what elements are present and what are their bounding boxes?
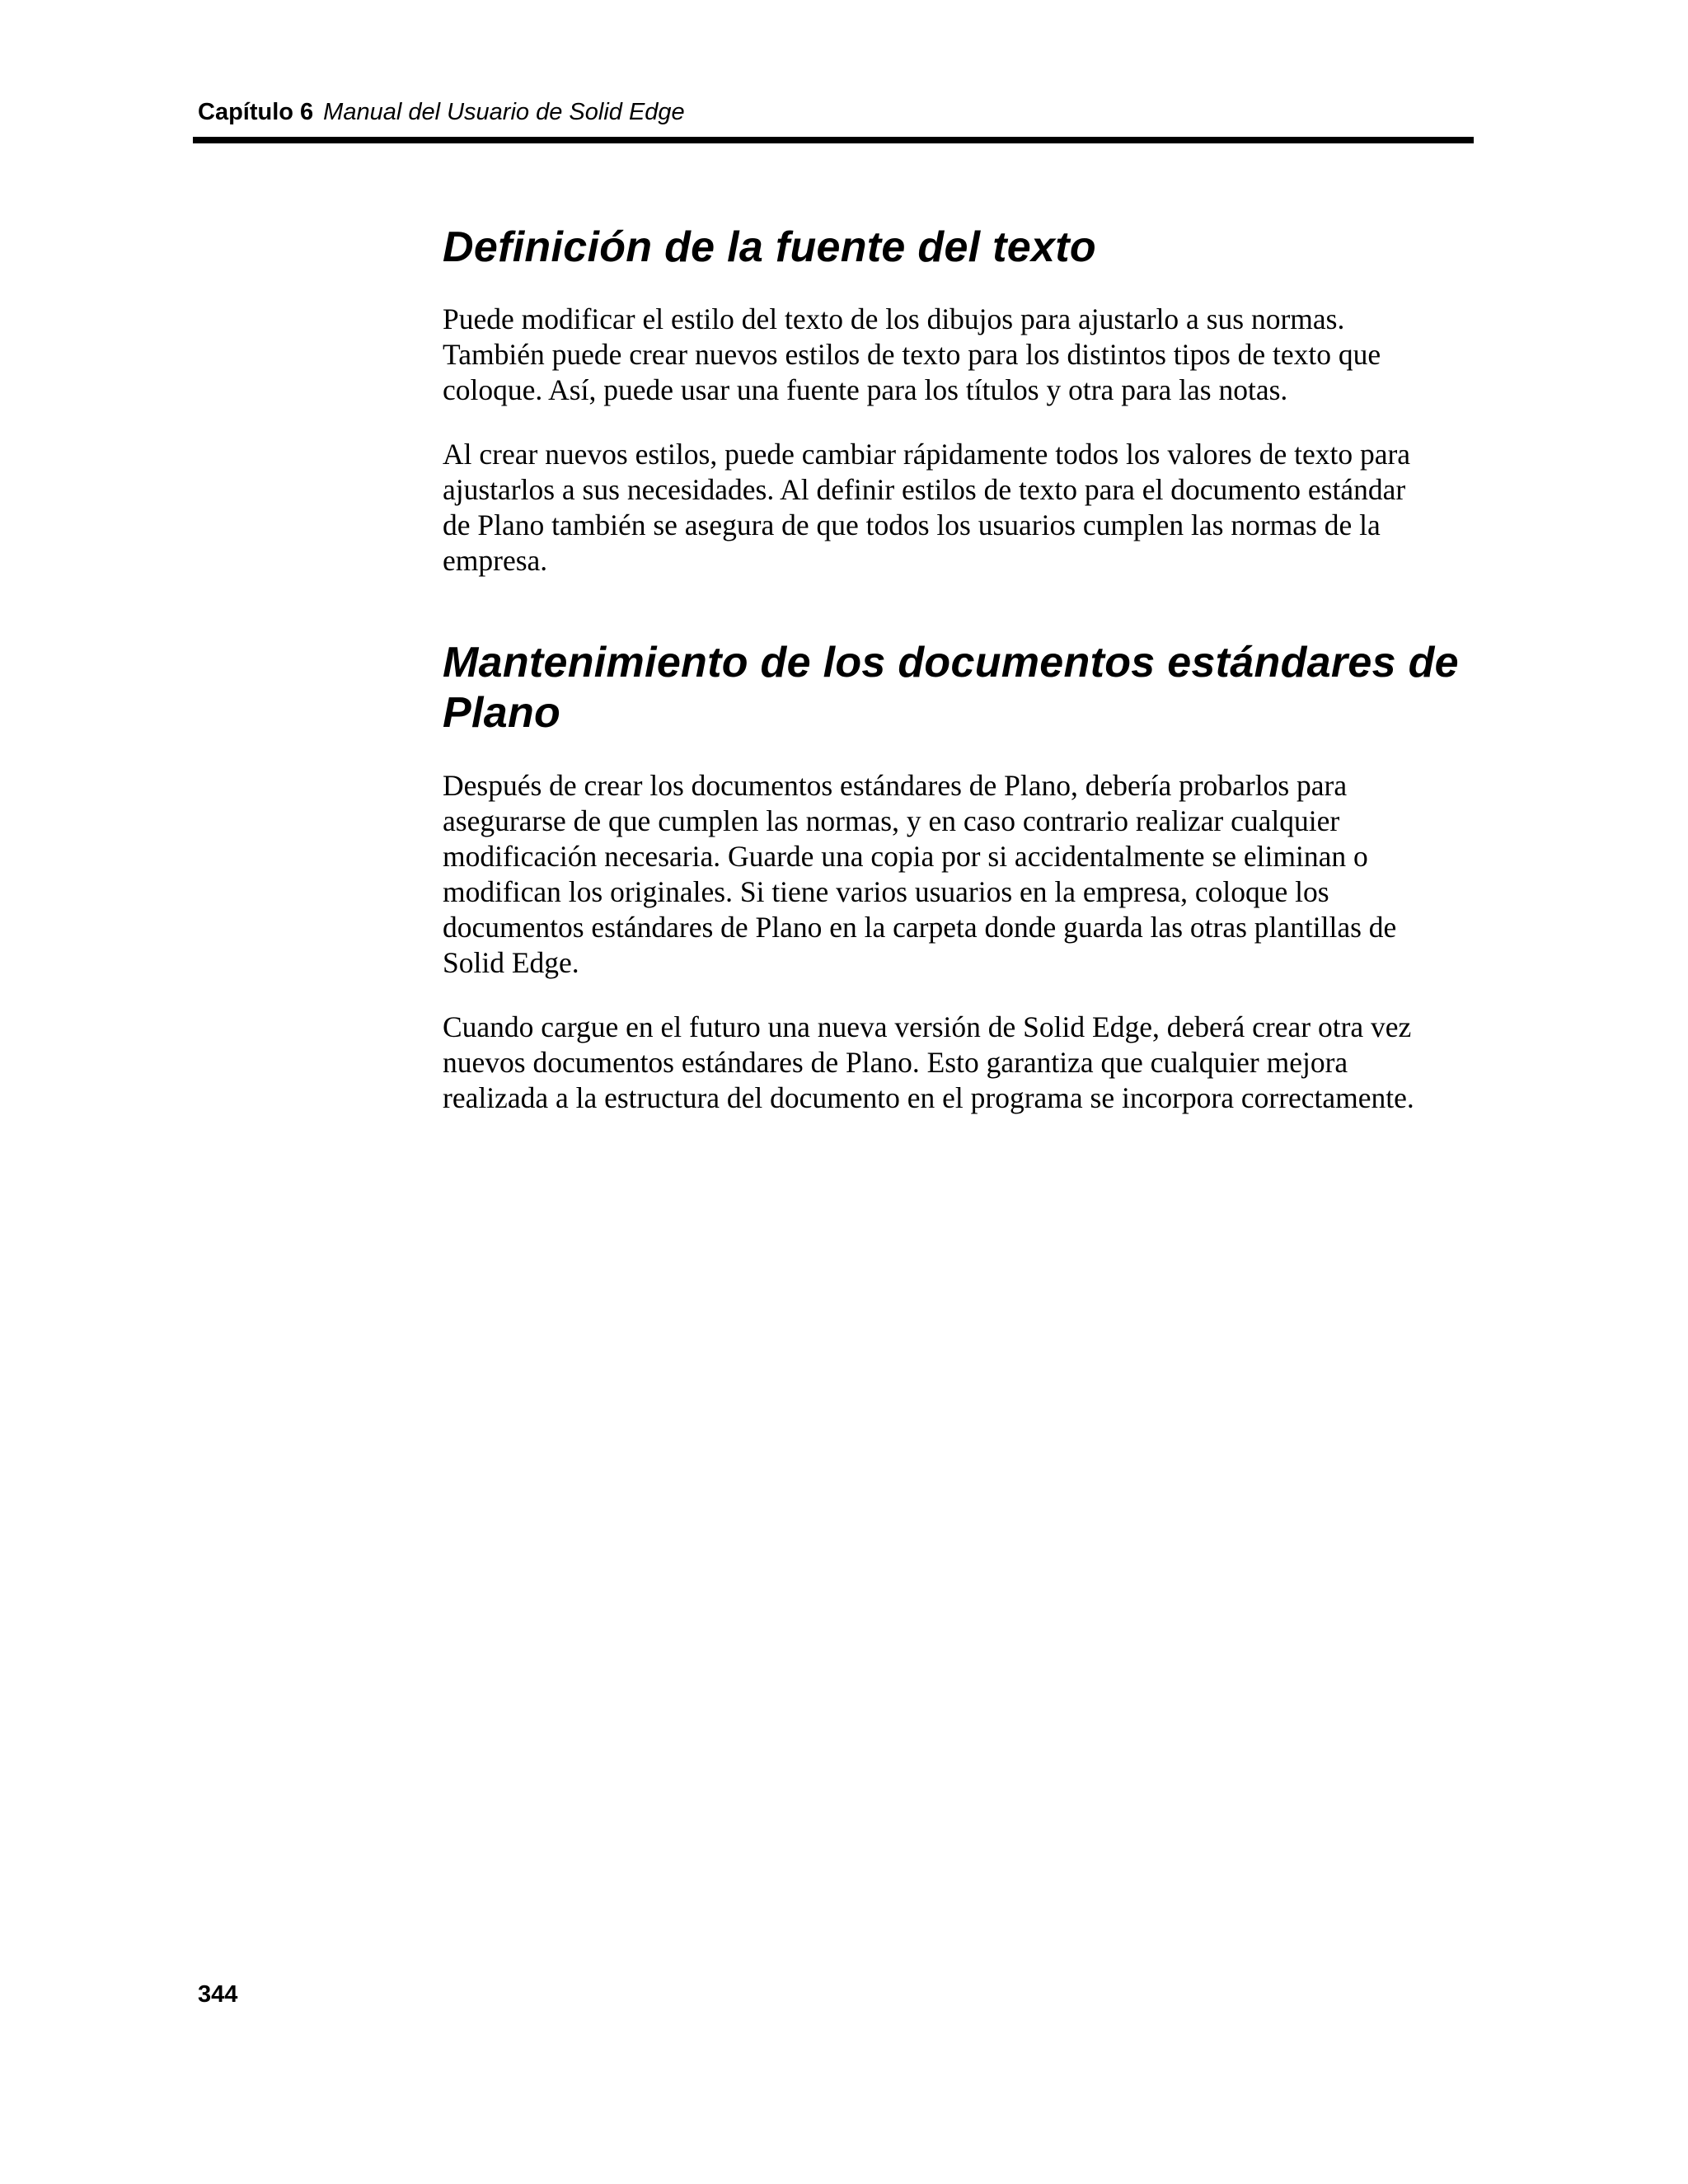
paragraph-line: Después de crear los documentos estándares de Plano, debería probarlos para (443, 769, 1348, 802)
paragraph-line: Puede modificar el estilo del texto de los dibujos para ajustarlo a sus normas. (443, 302, 1345, 335)
paragraph-line: También puede crear nuevos estilos de texto para los distintos tipos de texto que (443, 338, 1381, 371)
section-heading-maintenance (443, 638, 1481, 738)
paragraph-line: empresa. (443, 544, 548, 577)
paragraph-line: modifican los originales. Si tiene varios usuarios en la empresa, coloque los (443, 875, 1329, 908)
paragraph-line: realizada a la estructura del documento en el programa se incorpora correctamente. (443, 1081, 1414, 1114)
paragraph-line: documentos estándares de Plano en la carpeta donde guarda las otras plantillas de (443, 911, 1397, 944)
paragraph-line: asegurarse de que cumplen las normas, y en caso contrario realizar cualquier (443, 804, 1340, 837)
paragraph (443, 1010, 1481, 1116)
page-body (443, 223, 1481, 1116)
paragraph-line: nuevos documentos estándares de Plano. Esto garantiza que cualquier mejora (443, 1046, 1348, 1079)
header-rule (193, 137, 1474, 143)
paragraph-line: ajustarlos a sus necesidades. Al definir estilos de texto para el documento estándar (443, 473, 1406, 506)
heading-line: Plano (443, 689, 561, 737)
paragraph-line: coloque. Así, puede usar una fuente para los títulos y otra para las notas. (443, 373, 1288, 406)
paragraph-line: Cuando cargue en el futuro una nueva versión de Solid Edge, deberá crear otra vez (443, 1010, 1412, 1043)
heading-line: Mantenimiento de los documentos estándares de (443, 639, 1459, 687)
paragraph-line: Al crear nuevos estilos, puede cambiar rápidamente todos los valores de texto para (443, 438, 1411, 471)
chapter-label: Capítulo 6 (198, 99, 314, 125)
paragraph-line: de Plano también se asegura de que todos los usuarios cumplen las normas de la (443, 509, 1381, 541)
paragraph-line: Solid Edge. (443, 946, 579, 979)
paragraph (443, 768, 1481, 981)
paragraph (443, 302, 1481, 408)
running-header (198, 97, 685, 127)
paragraph (443, 437, 1481, 579)
paragraph-line: modificación necesaria. Guarde una copia por si accidentalmente se eliminan o (443, 840, 1368, 873)
manual-title: Manual del Usuario de Solid Edge (323, 99, 685, 125)
section-heading-text-font: Definición de la fuente del texto (443, 223, 1096, 271)
page-number: 344 (198, 1981, 238, 2008)
